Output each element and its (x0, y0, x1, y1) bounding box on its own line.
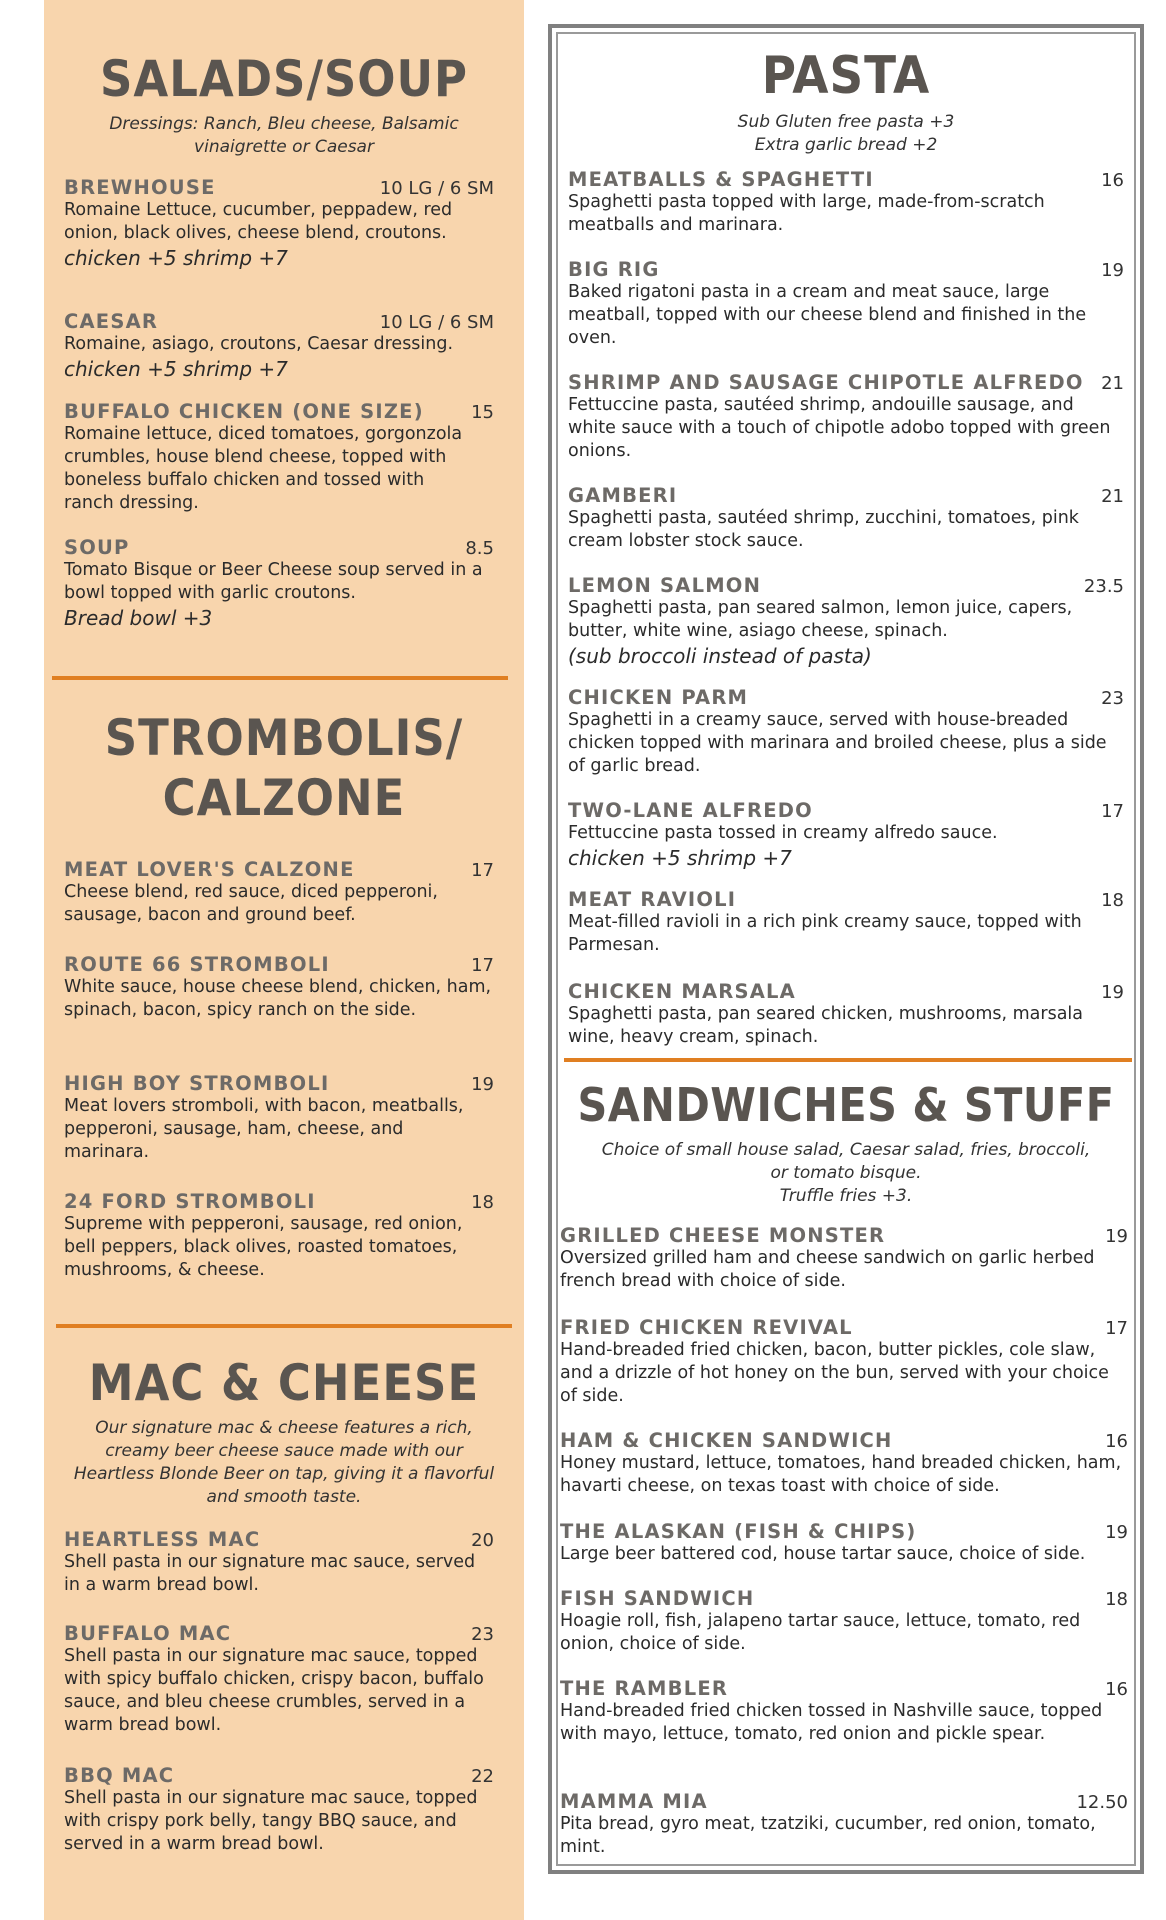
section-divider (564, 1058, 1132, 1062)
item-description: Romaine, asiago, croutons, Caesar dressing. (64, 334, 454, 354)
menu-item-the-rambler (560, 1677, 1128, 1746)
item-addons: Bread bowl +3 (64, 606, 213, 630)
item-description: Hoagie roll, fish, jalapeno tartar sauce, lettuce, tomato, red onion, choice of side. (560, 1611, 1081, 1654)
item-price: 17 (1105, 1318, 1128, 1339)
item-price: 10 LG / 6 SM (379, 312, 494, 333)
item-description: White sauce, house cheese blend, chicken, ham, spinach, bacon, spicy ranch on the side. (64, 977, 492, 1020)
menu-item-high-boy-stromboli (64, 1072, 494, 1164)
item-addons: chicken +5 shrimp +7 (64, 357, 288, 381)
menu-item-two-lane-alfredo (568, 799, 1124, 871)
item-price: 17 (471, 860, 494, 881)
item-description: Shell pasta in our signature mac sauce, topped with crispy pork belly, tangy BBQ sauce, and served in a warm bread bowl. (64, 1788, 478, 1854)
item-addons: chicken +5 shrimp +7 (64, 246, 288, 270)
item-name: GRILLED CHEESE MONSTER (560, 1224, 886, 1247)
mac-cheese-title: MAC & CHEESE (88, 1354, 480, 1412)
item-price: 19 (1101, 260, 1124, 281)
item-description: Spaghetti pasta, pan seared salmon, lemon juice, capers, butter, white wine, asiago cheese, spinach. (568, 598, 1073, 641)
item-name: BUFFALO MAC (64, 1622, 232, 1645)
item-price: 16 (1101, 170, 1124, 191)
salads-soup-section (44, 52, 524, 159)
item-name: ROUTE 66 STROMBOLI (64, 953, 330, 976)
item-price: 16 (1105, 1431, 1128, 1452)
menu-item-buffalo-mac (64, 1622, 494, 1737)
item-price: 8.5 (465, 538, 494, 559)
salads-dressings-note: Dressings: Ranch, Bleu cheese, Balsamic vinaigrette or Caesar (109, 114, 459, 157)
item-name: GAMBERI (568, 484, 678, 507)
pasta-section (552, 48, 1140, 157)
item-price: 10 LG / 6 SM (379, 178, 494, 199)
item-description: Hand-breaded fried chicken, bacon, butter pickles, cole slaw, and a drizzle of hot honey on the bun, served with your choice of side. (560, 1340, 1109, 1406)
item-name: HIGH BOY STROMBOLI (64, 1072, 330, 1095)
menu-item-meatballs-spaghetti (568, 168, 1124, 237)
item-description: Meat-filled ravioli in a rich pink creamy sauce, topped with Parmesan. (568, 912, 1082, 955)
item-price: 16 (1105, 1679, 1128, 1700)
item-price: 21 (1101, 373, 1124, 394)
item-addons: (sub broccoli instead of pasta) (568, 644, 872, 668)
item-description: Shell pasta in our signature mac sauce, served in a warm bread bowl. (64, 1552, 476, 1595)
menu-item-route-66-stromboli (64, 953, 494, 1022)
item-price: 18 (1101, 890, 1124, 911)
item-name: BBQ MAC (64, 1764, 175, 1787)
item-price: 17 (471, 955, 494, 976)
item-price: 20 (471, 1530, 494, 1551)
item-description: Romaine Lettuce, cucumber, peppadew, red onion, black olives, cheese blend, croutons. (64, 200, 453, 243)
pasta-note-garlic-bread: Extra garlic bread +2 (754, 135, 938, 156)
item-price: 18 (1105, 1589, 1128, 1610)
sandwiches-truffle-fries-note: Truffle fries +3. (779, 1185, 913, 1206)
item-name: BIG RIG (568, 258, 660, 281)
item-name: SOUP (64, 536, 130, 559)
item-price: 21 (1101, 486, 1124, 507)
item-description: Tomato Bisque or Beer Cheese soup served in a bowl topped with garlic croutons. (64, 560, 483, 603)
item-name: MEAT RAVIOLI (568, 888, 737, 911)
item-description: Shell pasta in our signature mac sauce, topped with spicy buffalo chicken, crispy bacon, buffalo sauce, and bleu cheese crumbles, served in a warm bread bowl. (64, 1646, 484, 1735)
item-price: 17 (1101, 801, 1124, 822)
item-price: 19 (1105, 1226, 1128, 1247)
sandwiches-side-note: Choice of small house salad, Caesar salad, fries, broccoli, or tomato bisque. (601, 1139, 1091, 1183)
item-name: CHICKEN PARM (568, 686, 749, 709)
menu-item-bbq-mac (64, 1764, 494, 1856)
item-name: FRIED CHICKEN REVIVAL (560, 1316, 853, 1339)
mac-cheese-description: Our signature mac & cheese features a rich, creamy beer cheese sauce made with our Heartless Blonde Beer on tap, giving it a flavorful and smooth taste. (73, 1418, 495, 1507)
item-name: BREWHOUSE (64, 176, 216, 199)
menu-item-meat-ravioli (568, 888, 1124, 957)
item-name: TWO-LANE ALFREDO (568, 799, 813, 822)
item-description: Spaghetti in a creamy sauce, served with house-breaded chicken topped with marinara and broiled cheese, plus a side of garlic bread. (568, 710, 1107, 776)
item-description: Honey mustard, lettuce, tomatoes, hand breaded chicken, ham, havarti cheese, on texas toast with choice of side. (560, 1453, 1122, 1496)
section-divider (56, 1324, 512, 1328)
menu-item-mamma-mia (560, 1790, 1128, 1859)
item-price: 19 (1105, 1522, 1128, 1543)
item-description: Large beer battered cod, house tartar sauce, choice of side. (560, 1544, 1086, 1564)
item-name: MAMMA MIA (560, 1790, 708, 1813)
salads-soup-title: SALADS/SOUP (100, 50, 468, 108)
item-name: BUFFALO CHICKEN (ONE SIZE) (64, 400, 424, 423)
strombolis-title-line2: CALZONE (162, 769, 406, 827)
item-price: 23 (471, 1624, 494, 1645)
menu-item-caesar (64, 310, 494, 382)
item-name: CHICKEN MARSALA (568, 980, 796, 1003)
item-name: THE RAMBLER (560, 1677, 729, 1700)
item-price: 12.50 (1076, 1792, 1128, 1813)
sandwiches-section (552, 1080, 1140, 1208)
menu-item-buffalo-chicken-salad (64, 400, 494, 515)
item-description: Oversized grilled ham and cheese sandwich on garlic herbed french bread with choice of side. (560, 1248, 1095, 1291)
menu-item-meat-lovers-calzone (64, 858, 494, 927)
item-name: HAM & CHICKEN SANDWICH (560, 1429, 893, 1452)
item-name: THE ALASKAN (FISH & CHIPS) (560, 1520, 917, 1543)
menu-item-chicken-parm (568, 686, 1124, 778)
item-description: Meat lovers stromboli, with bacon, meatballs, pepperoni, sausage, ham, cheese, and marinara. (64, 1096, 464, 1162)
item-price: 23 (1101, 688, 1124, 709)
item-price: 15 (471, 402, 494, 423)
item-description: Spaghetti pasta, pan seared chicken, mushrooms, marsala wine, heavy cream, spinach. (568, 1004, 1084, 1047)
section-divider (52, 676, 508, 680)
strombolis-title-line1: STROMBOLIS/ (104, 709, 464, 767)
item-description: Pita bread, gyro meat, tzatziki, cucumber, red onion, tomato, mint. (560, 1814, 1096, 1857)
item-name: MEATBALLS & SPAGHETTI (568, 168, 874, 191)
menu-item-lemon-salmon (568, 574, 1124, 669)
mac-cheese-section (44, 1356, 524, 1509)
item-price: 19 (471, 1074, 494, 1095)
strombolis-section (44, 708, 524, 828)
item-name: 24 FORD STROMBOLI (64, 1190, 316, 1213)
sandwiches-title: SANDWICHES & STUFF (577, 1078, 1115, 1132)
item-description: Romaine lettuce, diced tomatoes, gorgonzola crumbles, house blend cheese, topped with boneless buffalo chicken and tossed with ranch dressing. (64, 424, 463, 513)
item-price: 19 (1101, 982, 1124, 1003)
item-name: CAESAR (64, 310, 159, 333)
item-name: HEARTLESS MAC (64, 1528, 261, 1551)
item-description: Spaghetti pasta topped with large, made-from-scratch meatballs and marinara. (568, 192, 1045, 235)
menu-item-soup (64, 536, 494, 631)
item-description: Hand-breaded fried chicken tossed in Nashville sauce, topped with mayo, lettuce, tomato, red onion and pickle spear. (560, 1701, 1103, 1744)
item-description: Fettuccine pasta, sautéed shrimp, andouille sausage, and white sauce with a touch of chipotle adobo topped with green onions. (568, 395, 1111, 461)
item-price: 22 (471, 1766, 494, 1787)
item-price: 18 (471, 1192, 494, 1213)
item-name: MEAT LOVER'S CALZONE (64, 858, 355, 881)
menu-item-ham-chicken-sandwich (560, 1429, 1128, 1498)
menu-item-fish-sandwich (560, 1587, 1128, 1656)
item-description: Cheese blend, red sauce, diced pepperoni, sausage, bacon and ground beef. (64, 882, 438, 925)
menu-item-grilled-cheese-monster (560, 1224, 1128, 1293)
pasta-title: PASTA (761, 46, 931, 106)
item-description: Spaghetti pasta, sautéed shrimp, zucchini, tomatoes, pink cream lobster stock sauce. (568, 508, 1079, 551)
item-name: FISH SANDWICH (560, 1587, 755, 1610)
item-description: Supreme with pepperoni, sausage, red onion, bell peppers, black olives, roasted tomatoes, mushrooms, & cheese. (64, 1214, 463, 1280)
item-description: Baked rigatoni pasta in a cream and meat sauce, large meatball, topped with our cheese blend and finished in the oven. (568, 282, 1087, 348)
item-price: 23.5 (1083, 576, 1124, 597)
menu-item-gamberi (568, 484, 1124, 553)
menu-item-chicken-marsala (568, 980, 1124, 1049)
left-menu-column (44, 0, 524, 1920)
pasta-note-gluten-free: Sub Gluten free pasta +3 (737, 112, 955, 133)
menu-item-shrimp-sausage-alfredo (568, 371, 1124, 463)
item-name: LEMON SALMON (568, 574, 762, 597)
item-addons: chicken +5 shrimp +7 (568, 846, 792, 870)
menu-item-the-alaskan (560, 1520, 1128, 1566)
menu-item-heartless-mac (64, 1528, 494, 1597)
menu-item-brewhouse (64, 176, 494, 271)
right-menu-panel (548, 24, 1144, 1874)
menu-item-24-ford-stromboli (64, 1190, 494, 1282)
menu-item-fried-chicken-revival (560, 1316, 1128, 1408)
item-name: SHRIMP AND SAUSAGE CHIPOTLE ALFREDO (568, 371, 1084, 394)
item-description: Fettuccine pasta tossed in creamy alfredo sauce. (568, 823, 998, 843)
menu-item-big-rig (568, 258, 1124, 350)
